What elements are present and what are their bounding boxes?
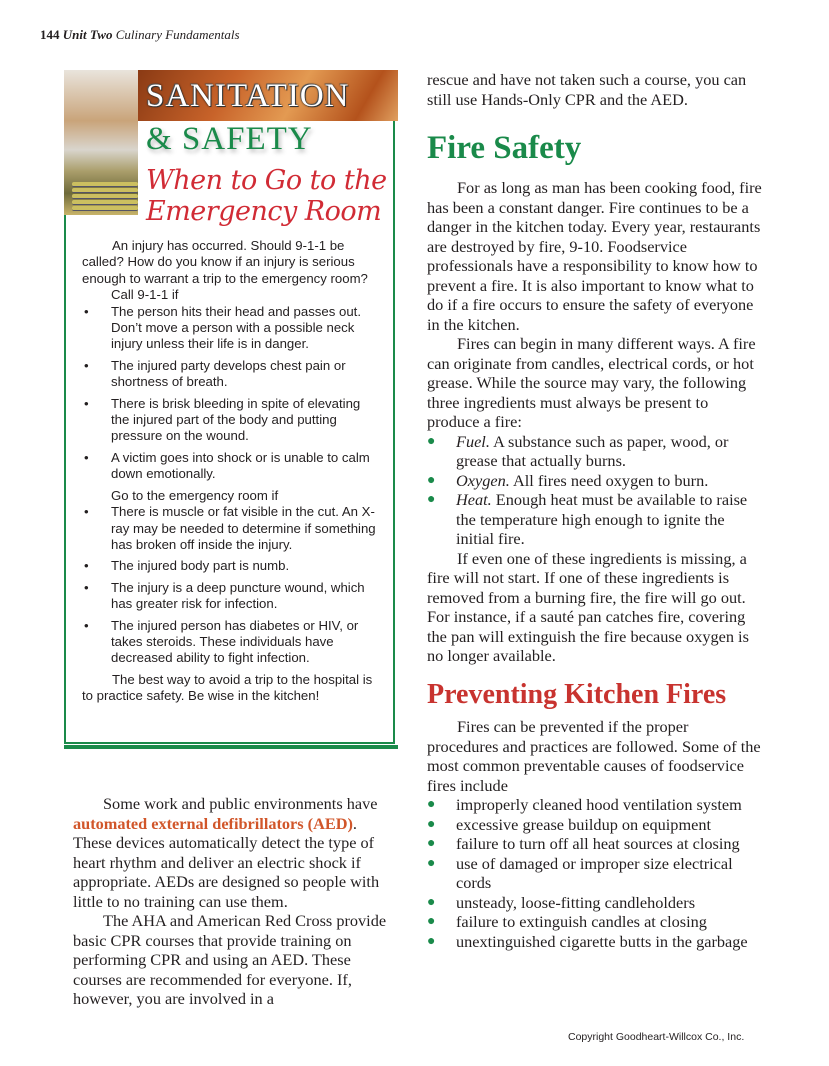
feature-closing: The best way to avoid a trip to the hospital is to practice safety. Be wise in the kitchen!	[82, 671, 373, 704]
key-term-aed: automated external defibrillators (AED)	[73, 813, 353, 833]
list-item: • The injured party develops chest pain or shortness of breath.	[84, 357, 346, 390]
continuation-text	[427, 70, 762, 109]
list-item: • The injury is a deep puncture wound, which has greater risk for infection.	[84, 579, 365, 612]
call-911-list	[82, 304, 382, 483]
subtitle-line: Emergency Room	[146, 196, 382, 227]
list-item: ● failure to turn off all heat sources at closing	[427, 834, 740, 853]
subtitle-line: When to Go to the	[146, 165, 387, 196]
unit-label: Unit Two	[62, 27, 113, 42]
list-item: ● improperly cleaned hood ventilation system	[427, 795, 742, 814]
list-item: • The person hits their head and passes out. Don’t move a person with a possible neck injury unless their life is in danger.	[84, 303, 361, 352]
running-head	[40, 27, 240, 43]
fire-safety-text	[427, 178, 762, 666]
paragraph: Fires can begin in many different ways. A fire can originate from candles, electrical cords, or hot grease. While the source may vary, the following three ingredients must always be present to produce a fire:	[427, 334, 756, 431]
list-item: ● failure to extinguish candles at closing	[427, 912, 707, 931]
paragraph: Fires can be prevented if the proper procedures and practices are followed. Some of the most common preventable causes of foodservice fires include	[427, 717, 761, 795]
heading-preventing-kitchen-fires: Preventing Kitchen Fires	[427, 679, 727, 710]
list-item: ● excessive grease buildup on equipment	[427, 814, 711, 834]
feature-intro: An injury has occurred. Should 9-1-1 be called? How do you know if an injury is serious enough to warrant a trip to the emergency room?	[82, 238, 368, 286]
feature-title-sanitation: SANITATION	[146, 78, 350, 114]
feature-box-rule	[64, 745, 398, 749]
er-lead: Go to the emergency room if	[111, 487, 279, 503]
ingredient-heat: ● Heat. Enough heat must be available to raise the temperature high enough to ignite the initial fire.	[427, 490, 748, 548]
page-number: 144	[40, 27, 60, 42]
ingredient-fuel: ● Fuel. A substance such as paper, wood, or grease that actually burns.	[427, 431, 729, 470]
section-label: Culinary Fundamentals	[115, 27, 240, 42]
ingredient-oxygen: ● Oxygen. All fires need oxygen to burn.	[427, 470, 709, 490]
paragraph: If even one of these ingredients is missing, a fire will not start. If one of these ingredients is removed from a burning fire, the fire will go out. For instance, if a sauté pan catches fire, covering the pan will extinguish the fire because oxygen is no longer available.	[427, 548, 749, 665]
paragraph: For as long as man has been cooking food, fire has been a constant danger. Fire continues to be a danger in the kitchen today. Every year, restaurants are destroyed by fire, 9-10. Foodservice professionals have a responsibility to know how to prevent a fire. It is also important to know what to do if a fire occurs to ensure the safety of everyone in the kitchen.	[427, 178, 762, 334]
aed-paragraph: Some work and public environments have automated external defibrillators (AED). These devices automatically detect the type of heart rhythm and deliver an electric shock if appropriate. AEDs are designed so people with little to no training can use them.	[73, 794, 380, 911]
list-item: • The injured body part is numb.	[84, 558, 290, 574]
list-item: • There is brisk bleeding in spite of elevating the injured part of the body and putting pressure on the wound.	[84, 395, 361, 444]
feature-body	[82, 238, 382, 705]
call-911-lead: Call 9-1-1 if	[111, 287, 179, 303]
continuation-paragraph: rescue and have not taken such a course, you can still use Hands-Only CPR and the AED.	[427, 70, 747, 109]
list-item: ● unextinguished cigarette butts in the garbage	[427, 931, 748, 951]
glasses-plates-photo	[64, 70, 138, 215]
copyright: Copyright Goodheart-Willcox Co., Inc.	[568, 1031, 745, 1043]
left-column-text	[73, 794, 393, 1009]
list-item: • The injured person has diabetes or HIV, or takes steroids. These individuals have decreased ability to fight infection.	[84, 617, 359, 666]
er-list	[82, 504, 382, 667]
list-item: ● use of damaged or improper size electrical cords	[427, 853, 733, 892]
list-item: ● unsteady, loose-fitting candleholders	[427, 892, 696, 912]
feature-subtitle	[146, 165, 387, 227]
feature-title-safety: & SAFETY	[146, 121, 313, 157]
heading-fire-safety: Fire Safety	[427, 130, 582, 166]
preventing-fires-text	[427, 717, 762, 951]
cpr-course-paragraph: The AHA and American Red Cross provide basic CPR courses that provide training on performing CPR and using an AED. These courses are recommended for everyone. If, however, you are involved in a	[73, 911, 387, 1008]
list-item: • A victim goes into shock or is unable to calm down emotionally.	[84, 449, 370, 482]
list-item: • There is muscle or fat visible in the cut. An X-ray may be needed to determine if something has broken off inside the injury.	[84, 504, 376, 552]
